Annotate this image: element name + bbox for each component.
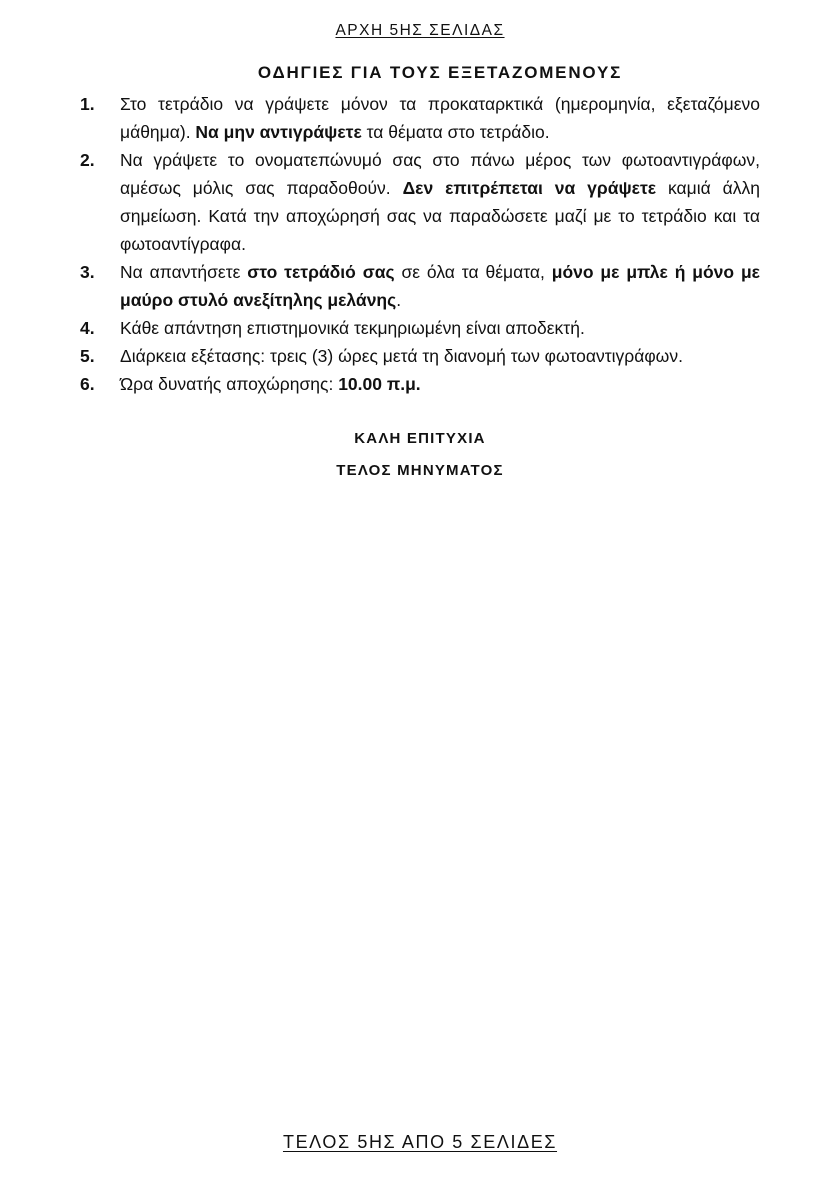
text-run: Κάθε απάντηση επιστημονικά τεκμηριωμένη είναι αποδεκτή. (120, 318, 585, 338)
instruction-number: 6. (80, 374, 95, 394)
instruction-item (80, 90, 760, 146)
instruction-item (80, 146, 760, 258)
text-run: καμιά άλλη σημείωση. Κατά την αποχώρησή σας να παραδώσετε μαζί με το τετράδιο και τα φωτοαντίγραφα. (120, 178, 760, 254)
good-luck-text: ΚΑΛΗ ΕΠΙΤΥΧΙΑ (354, 430, 486, 447)
instruction-number: 5. (80, 346, 95, 366)
instruction-number: 2. (80, 150, 95, 170)
end-of-message-text: ΤΕΛΟΣ ΜΗΝΥΜΑΤΟΣ (336, 462, 504, 479)
text-run: . (396, 290, 402, 310)
instruction-item (80, 342, 760, 370)
instruction-text (120, 258, 760, 314)
text-run: τα θέματα στο τετράδιο. (361, 122, 550, 142)
page-footer: ΤΕΛΟΣ 5ΗΣ ΑΠΟ 5 ΣΕΛΙΔΕΣ (282, 1132, 558, 1152)
text-run: Να γράψετε το ονοματεπώνυμό σας στο πάνω μέρος των φωτοαντιγράφων, αμέσως μόλις σας παραδοθούν. (120, 150, 760, 198)
instruction-number: 1. (80, 94, 95, 114)
instruction-text (120, 90, 760, 146)
instructions-list (80, 90, 760, 398)
instruction-text (120, 342, 760, 370)
text-run: Στο τετράδιο να γράψετε μόνον τα προκαταρκτικά (ημερομηνία, εξεταζόμενο μάθημα). (120, 94, 760, 142)
instruction-item (80, 314, 760, 342)
text-run: Διάρκεια εξέτασης: τρεις (3) ώρες μετά τη διανομή των φωτοαντιγράφων. (120, 346, 683, 366)
instruction-text (120, 314, 760, 342)
text-run: Ώρα δυνατής αποχώρησης: (120, 374, 339, 394)
bold-text-run: Να μην αντιγράψετε (195, 122, 362, 142)
text-run: Να απαντήσετε (120, 262, 248, 282)
text-run: σε όλα τα θέματα, (394, 262, 552, 282)
bold-text-run: 10.00 π.μ. (338, 374, 421, 394)
bold-text-run: στο τετράδιό σας (247, 262, 395, 282)
page-header: ΑΡΧΗ 5ΗΣ ΣΕΛΙΔΑΣ (335, 22, 505, 39)
instruction-number: 4. (80, 318, 95, 338)
instructions-title: ΟΔΗΓΙΕΣ ΓΙΑ ΤΟΥΣ ΕΞΕΤΑΖΟΜΕΝΟΥΣ (257, 63, 623, 82)
instruction-item (80, 258, 760, 314)
instruction-text (120, 370, 760, 398)
bold-text-run: μόνο με μπλε ή μόνο με μαύρο στυλό ανεξίτηλης μελάνης (120, 262, 760, 310)
instruction-number: 3. (80, 262, 95, 282)
instruction-text (120, 146, 760, 258)
bold-text-run: Δεν επιτρέπεται να γράψετε (402, 178, 657, 198)
instruction-item (80, 370, 760, 398)
